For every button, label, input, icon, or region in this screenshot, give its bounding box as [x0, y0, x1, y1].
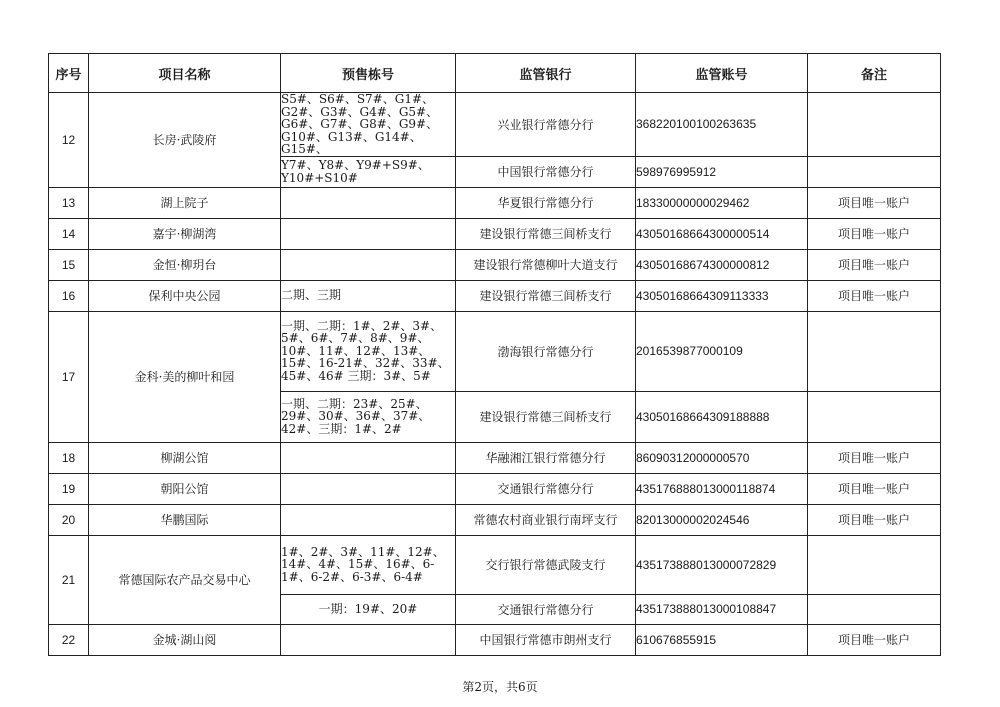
row-note: [808, 535, 941, 594]
row-project-name: 嘉宇·柳湖湾: [89, 218, 281, 249]
row-bank: 建设银行常德柳叶大道支行: [456, 249, 636, 280]
page-footer: 第2页，共6页: [462, 680, 538, 694]
row-account: 43050168674300000812: [636, 249, 808, 280]
row-note: 项目唯一账户: [808, 624, 941, 655]
row-note: [808, 311, 941, 391]
table-row: [49, 280, 941, 311]
row-bank: 兴业银行常德分行: [456, 93, 636, 157]
row-note: [808, 594, 941, 624]
row-seq: 16: [49, 280, 89, 311]
row-account: 435173888013000072829: [636, 535, 808, 594]
row-bank: 中国银行常德市朗州支行: [456, 624, 636, 655]
supervision-account-table: [48, 53, 941, 656]
table-row: [49, 535, 941, 594]
row-building: [281, 504, 456, 535]
row-bank: 交通银行常德分行: [456, 473, 636, 504]
table-header-row: [49, 54, 941, 93]
row-seq: 22: [49, 624, 89, 655]
row-note: 项目唯一账户: [808, 442, 941, 473]
row-building: [281, 442, 456, 473]
row-building: [281, 218, 456, 249]
row-seq: 15: [49, 249, 89, 280]
row-project-name: 常德国际农产品交易中心: [89, 535, 281, 624]
row-account: 435173888013000108847: [636, 594, 808, 624]
row-account: 2016539877000109: [636, 311, 808, 391]
row-bank: 交行银行常德武陵支行: [456, 535, 636, 594]
row-project-name: 华鹏国际: [89, 504, 281, 535]
row-account: 18330000000029462: [636, 187, 808, 218]
row-building: [281, 473, 456, 504]
row-account: 435176888013000118874: [636, 473, 808, 504]
row-bank: 常德农村商业银行南坪支行: [456, 504, 636, 535]
row-project-name: 长房·武陵府: [89, 93, 281, 188]
row-building: Y7#、Y8#、Y9#+S9#、Y10#+S10#: [281, 156, 456, 187]
row-project-name: 柳湖公馆: [89, 442, 281, 473]
row-note: [808, 156, 941, 187]
row-seq: 17: [49, 311, 89, 442]
row-bank: 渤海银行常德分行: [456, 311, 636, 391]
row-seq: 14: [49, 218, 89, 249]
table-row: [49, 249, 941, 280]
row-account: 43050168664300000514: [636, 218, 808, 249]
table-row: [49, 93, 941, 157]
row-note: 项目唯一账户: [808, 187, 941, 218]
header-seq: 序号: [49, 54, 89, 93]
table-row: [49, 504, 941, 535]
row-building: [281, 624, 456, 655]
row-bank: 华夏银行常德分行: [456, 187, 636, 218]
row-building: [281, 187, 456, 218]
row-account: 43050168664309113333: [636, 280, 808, 311]
row-seq: 21: [49, 535, 89, 624]
header-bank: 监管银行: [456, 54, 636, 93]
row-note: [808, 93, 941, 157]
row-project-name: 金科·美的柳叶和园: [89, 311, 281, 442]
row-note: 项目唯一账户: [808, 218, 941, 249]
table-row: [49, 187, 941, 218]
row-account: 610676855915: [636, 624, 808, 655]
header-note: 备注: [808, 54, 941, 93]
row-note: [808, 391, 941, 442]
row-account: 86090312000000570: [636, 442, 808, 473]
row-building: [281, 249, 456, 280]
table-row: [49, 473, 941, 504]
row-bank: 中国银行常德分行: [456, 156, 636, 187]
row-bank: 建设银行常德三闾桥支行: [456, 280, 636, 311]
table-row: [49, 442, 941, 473]
row-note: 项目唯一账户: [808, 280, 941, 311]
row-building: 1#、2#、3#、11#、12#、14#、4#、15#、16#、6-1#、6-2#、6-3#、6-4#: [281, 535, 456, 594]
header-building: 预售栋号: [281, 54, 456, 93]
row-bank: 华融湘江银行常德分行: [456, 442, 636, 473]
row-seq: 12: [49, 93, 89, 188]
row-project-name: 保利中央公园: [89, 280, 281, 311]
table-row: [49, 218, 941, 249]
row-account: 598976995912: [636, 156, 808, 187]
row-building: 一期：19#、20#: [281, 594, 456, 624]
row-note: 项目唯一账户: [808, 249, 941, 280]
row-account: 82013000002024546: [636, 504, 808, 535]
row-building: 一期、二期：1#、2#、3#、5#、6#、7#、8#、9#、10#、11#、12#、13#、15#、16-21#、32#、33#、45#、46# 三期：3#、5#: [281, 311, 456, 391]
row-note: 项目唯一账户: [808, 473, 941, 504]
row-account: 368220100100263635: [636, 93, 808, 157]
row-seq: 13: [49, 187, 89, 218]
row-seq: 18: [49, 442, 89, 473]
row-building: S5#、S6#、S7#、G1#、G2#、G3#、G4#、G5#、G6#、G7#、G8#、G9#、G10#、G13#、G14#、G15#、: [281, 93, 456, 157]
row-project-name: 朝阳公馆: [89, 473, 281, 504]
row-seq: 20: [49, 504, 89, 535]
table-row: [49, 624, 941, 655]
row-building: 一期、二期：23#、25#、29#、30#、36#、37#、42#、三期：1#、2#: [281, 391, 456, 442]
header-project-name: 项目名称: [89, 54, 281, 93]
row-bank: 交通银行常德分行: [456, 594, 636, 624]
row-bank: 建设银行常德三闾桥支行: [456, 391, 636, 442]
row-project-name: 金城·湖山阅: [89, 624, 281, 655]
row-building: 二期、三期: [281, 280, 456, 311]
row-account: 43050168664309188888: [636, 391, 808, 442]
row-seq: 19: [49, 473, 89, 504]
row-project-name: 金恒·柳玥台: [89, 249, 281, 280]
row-bank: 建设银行常德三闾桥支行: [456, 218, 636, 249]
row-project-name: 湖上院子: [89, 187, 281, 218]
header-account: 监管账号: [636, 54, 808, 93]
row-note: 项目唯一账户: [808, 504, 941, 535]
table-row: [49, 311, 941, 391]
